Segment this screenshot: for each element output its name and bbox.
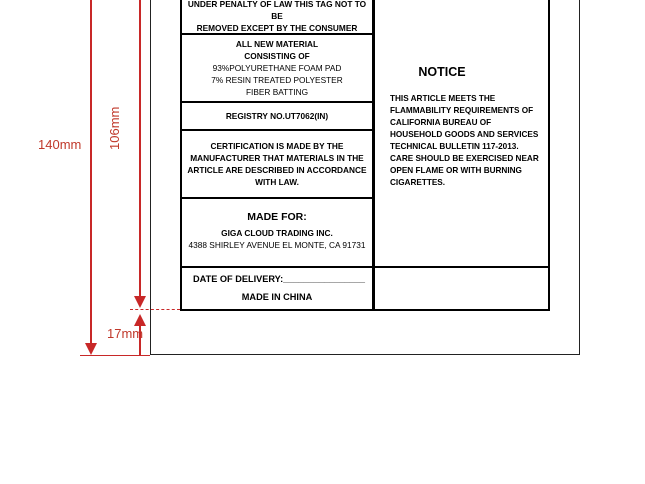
dimension-extension-bottom	[80, 355, 150, 356]
certification-line-2: MANUFACTURER THAT MATERIALS IN THE	[190, 153, 364, 163]
notice-line-7: OPEN FLAME OR WITH BURNING	[390, 166, 522, 175]
material-block	[181, 38, 373, 98]
dimension-extension-tag	[130, 309, 180, 310]
material-line-5: FIBER BATTING	[245, 87, 309, 97]
notice-line-4: HOUSEHOLD GOODS AND SERVICES	[390, 130, 539, 139]
certification-line-3: ARTICLE ARE DESCRIBED IN ACCORDANCE	[187, 165, 367, 175]
certification-block	[181, 140, 373, 188]
delivery-date-label: DATE OF DELIVERY:________________	[193, 274, 365, 284]
penalty-line-2: REMOVED EXCEPT BY THE CONSUMER	[196, 23, 358, 33]
divider-5	[180, 266, 550, 268]
made-for-address: 4388 SHIRLEY AVENUE EL MONTE, CA 91731	[188, 240, 366, 250]
certification-line-1: CERTIFICATION IS MADE BY THE	[210, 141, 344, 151]
dimension-label-106: 106mm	[107, 106, 122, 150]
penalty-text	[181, 0, 373, 34]
material-line-2: CONSISTING OF	[244, 51, 310, 61]
made-for-company: GIGA CLOUD TRADING INC.	[221, 228, 333, 238]
dimension-label-17: 17mm	[107, 326, 144, 341]
penalty-line-1: UNDER PENALTY OF LAW THIS TAG NOT TO BE	[187, 0, 367, 21]
dimension-arrow-106	[134, 296, 146, 308]
notice-body	[390, 93, 546, 189]
notice-heading: NOTICE	[418, 65, 466, 79]
tag-right-border	[548, 0, 550, 310]
made-for-block	[181, 210, 373, 251]
tag-bottom-border	[180, 309, 550, 311]
dimension-line-140	[90, 0, 92, 344]
made-in-label: MADE IN CHINA	[241, 292, 313, 302]
material-line-3: 93%POLYURETHANE FOAM PAD	[212, 63, 342, 73]
notice-line-1: THIS ARTICLE MEETS THE	[390, 94, 496, 103]
notice-line-3: CALIFORNIA BUREAU OF	[390, 118, 492, 127]
dimension-arrow-140	[85, 343, 97, 355]
notice-line-6: CARE SHOULD BE EXERCISED NEAR	[390, 154, 539, 163]
divider-3	[180, 129, 373, 131]
made-for-heading: MADE FOR:	[247, 211, 307, 223]
dimension-label-140: 140mm	[38, 137, 82, 152]
registry-number: REGISTRY NO.UT7062(IN)	[225, 111, 329, 121]
notice-line-2: FLAMMABILITY REQUIREMENTS OF	[390, 106, 534, 115]
dimension-line-106	[139, 0, 141, 296]
material-line-1: ALL NEW MATERIAL	[235, 39, 319, 49]
certification-line-4: WITH LAW.	[255, 177, 299, 187]
divider-4	[180, 197, 373, 199]
material-line-4: 7% RESIN TREATED POLYESTER	[211, 75, 343, 85]
divider-2	[180, 101, 373, 103]
notice-line-8: CIGARETTES.	[390, 178, 446, 187]
notice-line-5: TECHNICAL BULLETIN 117-2013.	[390, 142, 519, 151]
